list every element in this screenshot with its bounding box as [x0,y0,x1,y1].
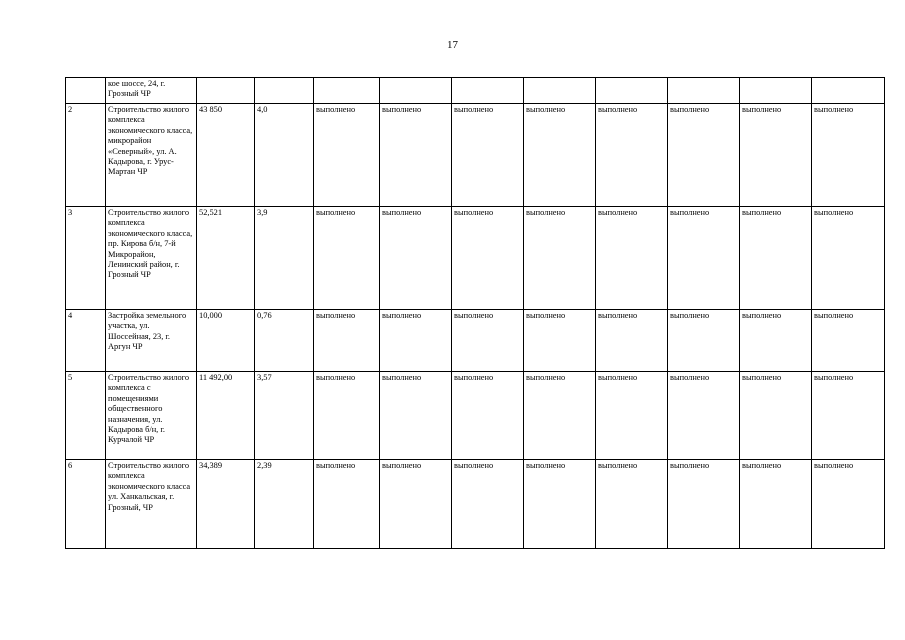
table-row [66,78,885,104]
area-cell: 10,000 [197,310,255,372]
status-cell: выполнено [668,310,740,372]
status-cell: выполнено [314,207,380,310]
object-name-cell: Застройка земельного участка, ул. Шоссейная, 23, г. Аргун ЧР [106,310,197,372]
status-cell: выполнено [740,207,812,310]
status-cell: выполнено [668,207,740,310]
status-cell: выполнено [668,104,740,207]
status-cell [452,78,524,104]
area-cell: 43 850 [197,104,255,207]
status-cell: выполнено [812,310,885,372]
status-cell: выполнено [452,372,524,460]
status-cell: выполнено [314,460,380,549]
status-cell: выполнено [596,207,668,310]
status-cell: выполнено [524,372,596,460]
table-row [66,372,885,460]
status-cell: выполнено [596,310,668,372]
status-cell: выполнено [452,460,524,549]
projects-table [65,77,885,549]
status-cell [380,78,452,104]
object-name-cell: Строительство жилого комплекса с помещениями общественного назначения, ул. Кадырова б/н, г. Курчалой ЧР [106,372,197,460]
status-cell: выполнено [380,372,452,460]
object-name-cell: Строительство жилого комплекса экономического класса ул. Ханкальская, г. Грозный, ЧР [106,460,197,549]
value-cell: 3,57 [255,372,314,460]
status-cell: выполнено [314,372,380,460]
value-cell: 4,0 [255,104,314,207]
status-cell: выполнено [596,372,668,460]
status-cell: выполнено [380,460,452,549]
area-cell [197,78,255,104]
status-cell [740,78,812,104]
status-cell [668,78,740,104]
status-cell: выполнено [812,207,885,310]
status-cell: выполнено [524,207,596,310]
status-cell: выполнено [452,310,524,372]
status-cell: выполнено [380,310,452,372]
area-cell: 11 492,00 [197,372,255,460]
area-cell: 34,389 [197,460,255,549]
object-name-cell: Строительство жилого комплекса экономического класса, пр. Кирова б/н, 7-й Микрорайон, Ленинский район, г. Грозный ЧР [106,207,197,310]
status-cell: выполнено [380,104,452,207]
row-number-cell: 6 [66,460,106,549]
row-number-cell [66,78,106,104]
table-row [66,310,885,372]
status-cell: выполнено [740,460,812,549]
row-number-cell: 3 [66,207,106,310]
value-cell: 2,39 [255,460,314,549]
value-cell: 3,9 [255,207,314,310]
table-row [66,460,885,549]
status-cell: выполнено [314,104,380,207]
value-cell [255,78,314,104]
status-cell: выполнено [524,310,596,372]
status-cell: выполнено [812,372,885,460]
status-cell [314,78,380,104]
value-cell: 0,76 [255,310,314,372]
status-cell: выполнено [452,104,524,207]
status-cell: выполнено [668,372,740,460]
status-cell: выполнено [812,460,885,549]
status-cell [596,78,668,104]
row-number-cell: 5 [66,372,106,460]
object-name-cell: Строительство жилого комплекса экономического класса, микрорайон «Северный», ул. А. Кадырова, г. Урус-Мартан ЧР [106,104,197,207]
status-cell [812,78,885,104]
row-number-cell: 2 [66,104,106,207]
status-cell: выполнено [740,310,812,372]
status-cell: выполнено [740,372,812,460]
table-row [66,104,885,207]
status-cell: выполнено [596,460,668,549]
page-number: 17 [447,39,458,51]
status-cell: выполнено [524,460,596,549]
object-name-cell: кое шоссе, 24, г. Грозный ЧР [106,78,197,104]
status-cell: выполнено [524,104,596,207]
status-cell: выполнено [812,104,885,207]
status-cell [524,78,596,104]
status-cell: выполнено [596,104,668,207]
status-cell: выполнено [314,310,380,372]
status-cell: выполнено [380,207,452,310]
row-number-cell: 4 [66,310,106,372]
area-cell: 52,521 [197,207,255,310]
status-cell: выполнено [668,460,740,549]
status-cell: выполнено [740,104,812,207]
status-cell: выполнено [452,207,524,310]
table-row [66,207,885,310]
table-body [66,78,885,549]
